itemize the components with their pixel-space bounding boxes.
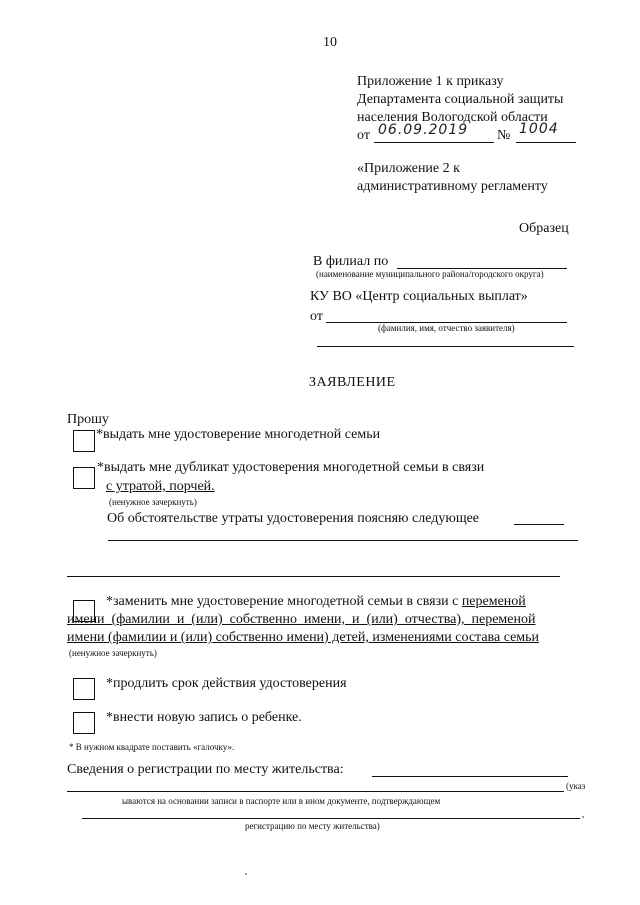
document-title: ЗАЯВЛЕНИЕ	[309, 375, 396, 390]
registration-label: Сведения о регистрации по месту жительства:	[67, 762, 344, 777]
issue-option-label: *выдать мне удостоверение многодетной семьи	[96, 427, 381, 442]
extend-option-label: *продлить срок действия удостоверения	[106, 676, 347, 691]
appendix-line-2: административному регламенту	[357, 179, 548, 194]
duplicate-option-line-1: *выдать мне дубликат удостоверения многодетной семьи в связи	[97, 460, 485, 475]
registration-line-2[interactable]	[67, 791, 564, 792]
replace-option-line-2: имени (фамилии и (или) собственно имени, и (или) отчества), переменой	[67, 612, 536, 627]
duplicate-checkbox[interactable]	[73, 467, 95, 489]
to-branch-label: В филиал по	[313, 254, 389, 269]
from-label: от	[310, 309, 323, 324]
loss-explanation-line-2[interactable]	[108, 540, 578, 541]
header-line-2: Департамента социальной защиты	[357, 92, 564, 107]
page-number: 10	[323, 35, 337, 50]
date-prefix: от	[357, 128, 370, 143]
request-intro: Прошу	[67, 412, 109, 427]
replace-option-line-1	[106, 595, 526, 609]
appendix-line-1: «Приложение 2 к	[357, 161, 460, 176]
applicant-name-field-2[interactable]	[317, 346, 574, 347]
branch-hint: (наименование муниципального района/городского округа)	[316, 269, 544, 279]
order-date: 06.09.2019	[378, 122, 469, 138]
number-prefix: №	[497, 128, 511, 143]
header-line-3: населения Вологодской области	[357, 110, 548, 125]
loss-explanation-field[interactable]	[514, 524, 564, 525]
replace-text-a: *заменить мне удостоверение многодетной семьи в связи с	[106, 594, 462, 609]
registration-hint-start: (указ	[566, 781, 586, 791]
scan-speck	[245, 873, 247, 875]
number-underline	[516, 142, 576, 143]
issue-checkbox[interactable]	[73, 430, 95, 452]
sample-label: Образец	[519, 221, 569, 236]
organization-name: КУ ВО «Центр социальных выплат»	[310, 289, 528, 304]
new-child-option-label: *внести новую запись о ребенке.	[106, 710, 302, 725]
loss-explanation-line-3[interactable]	[67, 576, 560, 577]
replace-hint: (ненужное зачеркнуть)	[69, 648, 157, 658]
header-line-1: Приложение 1 к приказу	[357, 74, 504, 89]
registration-hint-line-2: ываются на основании записи в паспорте или в ином документе, подтверждающем	[122, 796, 441, 806]
replace-option-line-3	[67, 631, 539, 645]
registration-comma: ,	[582, 809, 585, 819]
duplicate-option-line-2: с утратой, порчей.	[106, 479, 215, 494]
applicant-hint: (фамилия, имя, отчество заявителя)	[378, 323, 515, 333]
extend-checkbox[interactable]	[73, 678, 95, 700]
replace-text-b: переменой	[461, 594, 526, 609]
new-child-checkbox[interactable]	[73, 712, 95, 734]
date-underline	[374, 142, 494, 143]
footnote: * В нужном квадрате поставить «галочку».	[69, 742, 235, 752]
duplicate-hint: (ненужное зачеркнуть)	[109, 497, 197, 507]
registration-field[interactable]	[372, 776, 568, 777]
replace-text-d: семьи	[503, 630, 540, 645]
order-number: 1004	[519, 121, 559, 137]
loss-explanation-label: Об обстоятельстве утраты удостоверения поясняю следующее	[107, 511, 480, 526]
replace-text-c: имени (фамилии и (или) собственно имени) детей, изменениями состава	[67, 630, 504, 645]
registration-hint-line-3: регистрацию по месту жительства)	[245, 821, 380, 831]
registration-line-3[interactable]	[82, 818, 580, 819]
